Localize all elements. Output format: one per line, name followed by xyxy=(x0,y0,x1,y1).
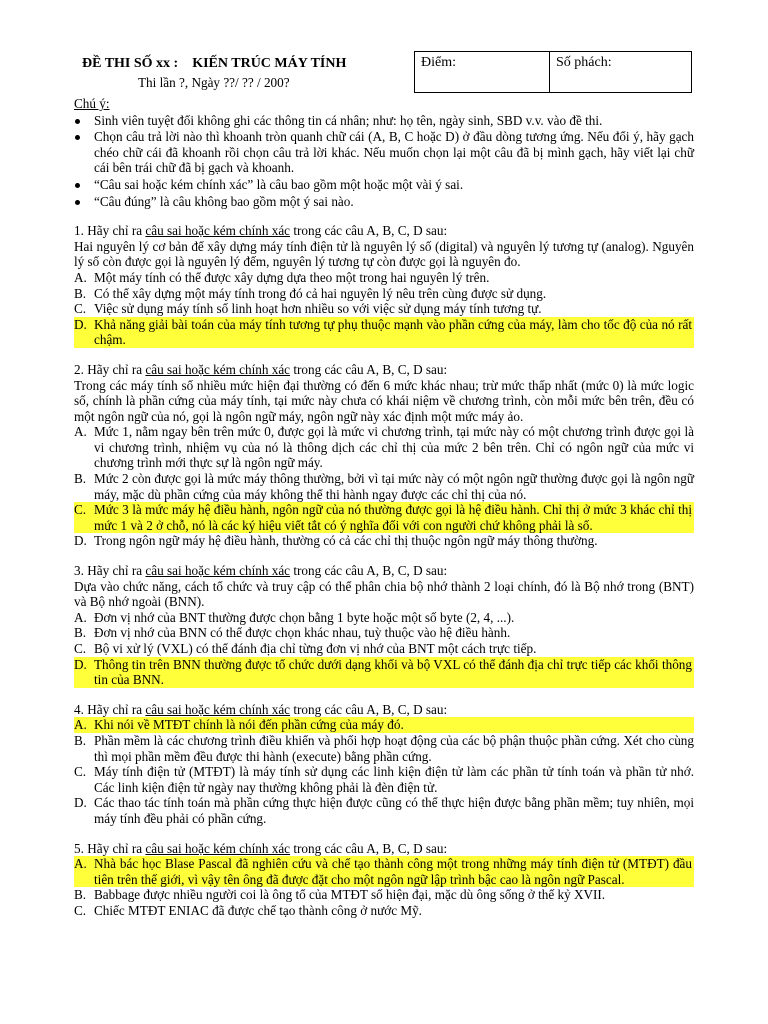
question xyxy=(74,362,694,549)
answer-option[interactable] xyxy=(74,733,694,764)
option-text: Phần mềm là các chương trình điều khiển và phối hợp hoạt động của các bộ phận thuộc phần cứng. Xét cho cùng thì mọi phần mềm đều được thi hành (execute) bằng phần cứng. xyxy=(94,732,694,764)
option-text: Khi nói về MTĐT chính là nói đến phần cứng của máy đó. xyxy=(94,717,404,733)
option-letter: B. xyxy=(74,625,87,641)
question-intro: Dựa vào chức năng, cách tổ chức và truy cập có thể phân chia bộ nhớ thành 2 loại chính, đó là Bộ nhớ trong (BNT) và Bộ nhớ ngoài (BNN). xyxy=(74,578,694,610)
option-letter: B. xyxy=(74,732,87,748)
option-letter: A. xyxy=(74,609,87,625)
option-letter: B. xyxy=(74,471,87,487)
question-heading xyxy=(74,841,694,857)
bullet-icon xyxy=(75,135,80,140)
answer-option[interactable] xyxy=(74,887,694,903)
option-text: Các thao tác tính toán mà phần cứng thực hiện được cũng có thể thực hiện được bằng phần mềm; tuy nhiên, mọi máy tính đều phải có phần cứng. xyxy=(94,795,694,826)
option-letter: A. xyxy=(74,424,87,440)
option-text: Nhà bác học Blase Pascal đã nghiên cứu và chế tạo thành công một trong những máy tính điện tử (MTĐT) đầu tiên trên thế giới, vì vậy tên ông đã được đặt cho một ngôn ngữ lập trình bậc cao là ngôn ngữ Pascal. xyxy=(94,856,692,887)
exam-content xyxy=(74,96,694,919)
option-text: Mức 3 là mức máy hệ điều hành, ngôn ngữ của nó thường được gọi là hệ điều hành. Chỉ thị ở mức 3 khác chỉ thị mức 1 và 2 ở chỗ, nó là các ký hiệu viết tắt có ý nghĩa đối với con người chứ không phải là số. xyxy=(94,502,692,533)
option-text: Việc sử dụng máy tính số linh hoạt hơn nhiều so với việc sử dụng máy tính tương tự. xyxy=(94,301,542,317)
question xyxy=(74,841,694,919)
option-letter: A. xyxy=(74,269,87,285)
question-intro: Trong các máy tính số nhiều mức hiện đại thường có đến 6 mức khác nhau; trừ mức thấp nhất (mức 0) là mức logic số, chính là phần cứng của máy tính, tại mức này chưa có khái niệm về chương trình, còn mỗi mức bên trên, đều có một ngôn ngữ của nó, gọi là ngôn ngữ máy, ngôn ngữ này xác định một mức máy ảo. xyxy=(74,377,694,424)
question-suffix: trong các câu A, B, C, D sau: xyxy=(290,223,448,239)
note-text: Sinh viên tuyệt đối không ghi các thông tin cá nhân; như: họ tên, ngày sinh, SBD v.v. vào đề thi. xyxy=(94,112,603,128)
answer-option[interactable] xyxy=(74,856,694,887)
exam-title: ĐỀ THI SỐ xx : KIẾN TRÚC MÁY TÍNH xyxy=(82,56,347,71)
question-prefix: 4. Hãy chỉ ra xyxy=(74,701,146,717)
question-suffix: trong các câu A, B, C, D sau: xyxy=(290,563,448,579)
answer-option[interactable] xyxy=(74,301,694,317)
answer-option[interactable] xyxy=(74,424,694,471)
note-item xyxy=(74,194,694,210)
note-text: Chọn câu trả lời nào thì khoanh tròn quanh chữ cái (A, B, C hoặc D) ở đầu dòng tương ứng. Nếu đổi ý, hãy gạch chéo chữ cái đã khoanh rồi chọn câu trả lời khác. Nếu muốn chọn lại một câu đã bị mình gạch, hãy viết lại chữ cái bên trái chữ đã bị gạch và khoanh. xyxy=(94,129,694,176)
question-prefix: 1. Hãy chỉ ra xyxy=(74,223,146,239)
answer-option[interactable] xyxy=(74,657,694,688)
option-letter: B. xyxy=(74,887,87,903)
answer-option[interactable] xyxy=(74,717,694,733)
question-emphasis: câu sai hoặc kém chính xác xyxy=(145,361,291,377)
question-prefix: 2. Hãy chỉ ra xyxy=(74,361,146,377)
notes-list xyxy=(74,113,694,210)
question-suffix: trong các câu A, B, C, D sau: xyxy=(290,361,448,377)
option-letter: A. xyxy=(74,717,87,733)
question-prefix: 5. Hãy chỉ ra xyxy=(74,840,146,856)
option-letter: C. xyxy=(74,301,87,317)
answer-option[interactable] xyxy=(74,533,694,549)
bullet-icon xyxy=(75,183,80,188)
answer-option[interactable] xyxy=(74,610,694,626)
questions xyxy=(74,223,694,918)
question-emphasis: câu sai hoặc kém chính xác xyxy=(145,223,291,239)
option-text: Chiếc MTĐT ENIAC đã được chế tạo thành công ở nước Mỹ. xyxy=(94,902,422,918)
bullet-icon xyxy=(75,200,80,205)
option-text: Khả năng giải bài toán của máy tính tương tự phụ thuộc mạnh vào phần cứng của máy, làm cho tốc độ của nó rất chậm. xyxy=(94,316,692,348)
answer-option[interactable] xyxy=(74,903,694,919)
option-text: Mức 2 còn được gọi là mức máy thông thường, bởi vì tại mức này có một ngôn ngữ thường được gọi là ngôn ngữ máy, mặc dù phần cứng của máy không thể thi hành ngay được các chỉ thị của nó. xyxy=(94,471,694,502)
note-text: “Câu sai hoặc kém chính xác” là câu bao gồm một hoặc một vài ý sai. xyxy=(94,176,464,192)
option-letter: C. xyxy=(74,902,87,918)
note-item xyxy=(74,113,694,129)
question-emphasis: câu sai hoặc kém chính xác xyxy=(145,840,291,856)
answer-option[interactable] xyxy=(74,641,694,657)
option-text: Đơn vị nhớ của BNN có thể được chọn khác nhau, tuỳ thuộc vào hệ điều hành. xyxy=(94,625,511,641)
option-letter: D. xyxy=(74,316,87,332)
question-heading xyxy=(74,223,694,239)
notes-heading: Chú ý: xyxy=(74,96,110,111)
answer-option[interactable] xyxy=(74,317,694,348)
question-heading xyxy=(74,702,694,718)
answer-option[interactable] xyxy=(74,502,694,533)
exam-header xyxy=(82,55,402,91)
option-letter: D. xyxy=(74,533,87,549)
option-letter: C. xyxy=(74,764,87,780)
question-heading xyxy=(74,362,694,378)
question-prefix: 3. Hãy chỉ ra xyxy=(74,563,146,579)
option-letter: B. xyxy=(74,285,87,301)
option-letter: A. xyxy=(74,856,87,872)
question-suffix: trong các câu A, B, C, D sau: xyxy=(290,701,448,717)
option-text: Có thể xây dựng một máy tính trong đó cả hai nguyên lý nêu trên cùng được sử dụng. xyxy=(94,285,547,301)
note-item xyxy=(74,177,694,193)
question-emphasis: câu sai hoặc kém chính xác xyxy=(145,701,291,717)
option-text: Babbage được nhiều người coi là ông tổ của MTĐT số hiện đại, mặc dù ông sống ở thế kỷ XVII. xyxy=(94,887,606,903)
question-emphasis: câu sai hoặc kém chính xác xyxy=(145,563,291,579)
option-letter: D. xyxy=(74,656,87,672)
question xyxy=(74,563,694,688)
answer-option[interactable] xyxy=(74,270,694,286)
answer-option[interactable] xyxy=(74,286,694,302)
note-text: “Câu đúng” là câu không bao gồm một ý sai nào. xyxy=(94,193,354,209)
option-text: Một máy tính có thể được xây dựng dựa theo một trong hai nguyên lý trên. xyxy=(94,269,490,285)
note-item xyxy=(74,129,694,176)
question xyxy=(74,702,694,827)
score-box xyxy=(414,51,692,93)
option-text: Trong ngôn ngữ máy hệ điều hành, thường có cả các chỉ thị thuộc ngôn ngữ máy thông thường. xyxy=(94,533,598,549)
question-intro: Hai nguyên lý cơ bản để xây dựng máy tính điện tử là nguyên lý số (digital) và nguyên lý tương tự (analog). Nguyên lý số còn được gọi là nguyên lý đếm, nguyên lý tương tự còn được gọi là nguyên đo. xyxy=(74,238,694,270)
bullet-icon xyxy=(75,119,80,124)
option-letter: C. xyxy=(74,502,87,518)
option-text: Mức 1, nằm ngay bên trên mức 0, được gọi là mức vi chương trình, tại mức này có một chương trình được gọi là vi chương trình, nhiệm vụ của nó là thông dịch các chỉ thị của mức 2 bên trên. Chỉ có ngôn ngữ của mức vi chương trình mới thực sự là ngôn ngữ máy. xyxy=(94,424,694,471)
question-suffix: trong các câu A, B, C, D sau: xyxy=(290,840,448,856)
answer-option[interactable] xyxy=(74,471,694,502)
option-letter: D. xyxy=(74,795,87,811)
score-label: Điểm: xyxy=(415,52,550,92)
question-heading xyxy=(74,563,694,579)
exam-date: Thi lần ?, Ngày ??/ ?? / 200? xyxy=(138,75,290,90)
answer-option[interactable] xyxy=(74,764,694,795)
option-text: Đơn vị nhớ của BNT thường được chọn bằng 1 byte hoặc một số byte (2, 4, ...). xyxy=(94,609,515,625)
code-label: Số phách: xyxy=(556,55,612,70)
option-text: Máy tính điện tử (MTĐT) là máy tính sử dụng các linh kiện điện tử làm các phần tử tính toán và phần tử nhớ. Các linh kiện điện tử ngày nay thường không phải là đèn điện tử. xyxy=(94,764,694,795)
option-text: Thông tin trên BNN thường được tổ chức dưới dạng khối và bộ VXL có thể đánh địa chỉ trực tiếp các khối thông tin của BNN. xyxy=(94,656,692,688)
answer-option[interactable] xyxy=(74,625,694,641)
option-text: Bộ vi xử lý (VXL) có thể đánh địa chỉ từng đơn vị nhớ của BNT một cách trực tiếp. xyxy=(94,641,537,656)
answer-option[interactable] xyxy=(74,795,694,826)
option-letter: C. xyxy=(74,641,87,656)
question xyxy=(74,223,694,348)
